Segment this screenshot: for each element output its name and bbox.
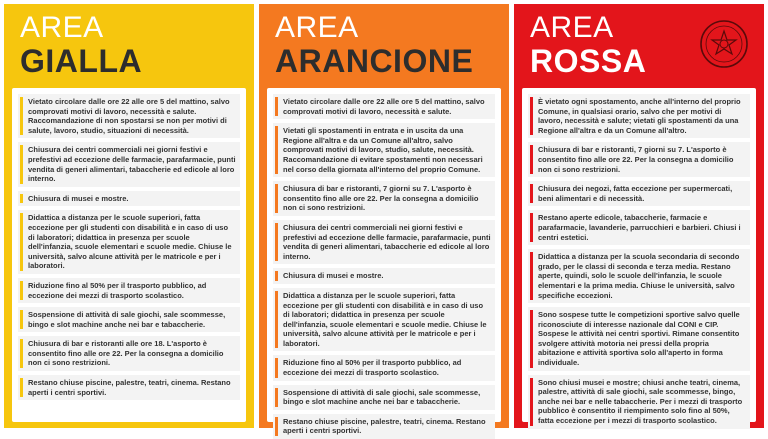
rule-item: Sospensione di attività di sale giochi, sale scommesse, bingo e slot machine anche nei bar e tabaccherie. (273, 385, 495, 410)
rule-item: Chiusura di bar e ristoranti, 7 giorni su 7. L'asporto è consentito fino alle ore 22. Per la consegna a domicilio non ci sono restrizioni. (528, 142, 750, 177)
panel-title-zone: ARANCIONE (275, 43, 474, 79)
rule-item: Restano chiuse piscine, palestre, teatri, cinema. Restano aperti i centri sportivi. (18, 375, 240, 400)
rule-item: Didattica a distanza per le scuole superiori, fatta eccezione per gli studenti con disabilità e in caso di uso di laboratori; didattica in presenza per scuole dell'infanzia, scuole elementari e scuole medie. Chiuse le università, salvo alcune attività per le matricole e per i laboratori. (18, 210, 240, 274)
rules-list (12, 88, 246, 422)
rule-item: Chiusura dei centri commerciali nei giorni festivi e prefestivi ad eccezione delle farmacie, parafarmacie, punti vendita di generi alimentari, tabaccherie ed edicole al loro interno. (273, 220, 495, 264)
panel-area-arancione (259, 4, 509, 436)
panel-title-area: AREA (275, 11, 359, 44)
panel-title-zone: GIALLA (20, 43, 143, 79)
panel-area-gialla (4, 4, 254, 428)
rule-item: Didattica a distanza per le scuole superiori, fatta eccezione per gli studenti con disabilità e in caso di uso di laboratori; didattica in presenza per scuole dell'infanzia, scuole elementari e scuole medie. Chiuse le università, salvo alcune attività per le matricole e per i laboratori. (273, 288, 495, 352)
rule-item: Vietato circolare dalle ore 22 alle ore 5 del mattino, salvo comprovati motivi di lavoro, necessità e salute. (273, 94, 495, 119)
panel-title-zone: ROSSA (530, 43, 647, 79)
rule-item: Sospensione di attività di sale giochi, sale scommesse, bingo e slot machine anche nei bar e tabaccherie. (18, 307, 240, 332)
panel-header (259, 4, 509, 86)
rule-item: Chiusura dei negozi, fatta eccezione per supermercati, beni alimentari e di necessità. (528, 181, 750, 206)
rule-item: È vietato ogni spostamento, anche all'interno del proprio Comune, in qualsiasi orario, salvo che per motivi di lavoro, necessità e salute; vietati gli spostamenti da una Regione all'altra e da un Comune all'altro. (528, 94, 750, 138)
rules-list (267, 88, 501, 436)
rule-item: Restano chiuse piscine, palestre, teatri, cinema. Restano aperti i centri sportivi. (273, 414, 495, 439)
panel-title-area: AREA (530, 11, 614, 44)
rule-item: Vietato circolare dalle ore 22 alle ore 5 del mattino, salvo comprovati motivi di lavoro, necessità e salute. Raccomandazione di non spostarsi se non per motivi di salute, lavoro, studio, situazioni di necessità. (18, 94, 240, 138)
rule-item: Chiusura dei centri commerciali nei giorni festivi e prefestivi ad eccezione delle farmacie, parafarmacie, punti vendita di generi alimentari, tabaccherie ed edicole al loro interno. (18, 142, 240, 186)
rule-item: Chiusura di bar e ristoranti alle ore 18. L'asporto è consentito fino alle ore 22. Per la consegna a domicilio non ci sono restrizioni. (18, 336, 240, 371)
rule-item: Chiusura di musei e mostre. (273, 268, 495, 284)
panel-title-area: AREA (20, 11, 104, 44)
rule-item: Riduzione fino al 50% per il trasporto pubblico, ad eccezione dei mezzi di trasporto scolastico. (18, 278, 240, 303)
rule-item: Chiusura di musei e mostre. (18, 191, 240, 207)
rule-item: Didattica a distanza per la scuola secondaria di secondo grado, per le classi di seconda e terza media. Restano aperte, quindi, solo le scuole dell'infanzia, le scuole elementari e la prima media. Chiuse le università, salvo specifiche eccezioni. (528, 249, 750, 303)
rules-list (522, 88, 756, 426)
rule-item: Chiusura di bar e ristoranti, 7 giorni su 7. L'asporto è consentito fino alle ore 22. Per la consegna a domicilio non ci sono restrizioni. (273, 181, 495, 216)
rule-item: Sono chiusi musei e mostre; chiusi anche teatri, cinema, palestre, attività di sale giochi, sale scommesse, bingo, anche nei bar e nelle tabaccherie. Per i mezzi di trasporto pubblico è consentito il riempimento solo fino al 50%, fatta eccezione per i mezzi di trasporto scolastico. (528, 375, 750, 429)
panel-header (514, 4, 764, 86)
panel-header (4, 4, 254, 86)
rule-item: Riduzione fino al 50% per il trasporto pubblico, ad eccezione dei mezzi di trasporto scolastico. (273, 355, 495, 380)
rule-item: Sono sospese tutte le competizioni sportive salvo quelle riconosciute di interesse nazionale dal CONI e CIP. Sospese le attività nei centri sportivi. Rimane consentito svolgere attività motoria nei pressi della propria abitazione e attività sportiva solo all'aperto in forma individuale. (528, 307, 750, 371)
rule-item: Restano aperte edicole, tabaccherie, farmacie e parafarmacie, lavanderie, parrucchieri e barbieri. Chiusi i centri estetici. (528, 210, 750, 245)
panel-area-rossa (514, 4, 764, 428)
italian-republic-emblem-icon (698, 18, 750, 70)
rule-item: Vietati gli spostamenti in entrata e in uscita da una Regione all'altra e da un Comune all'altro, salvo comprovati motivi di lavoro, studio, salute, necessità. Raccomandazione di evitare spostamenti non necessari nel corso della giornata all'interno del proprio Comune. (273, 123, 495, 177)
